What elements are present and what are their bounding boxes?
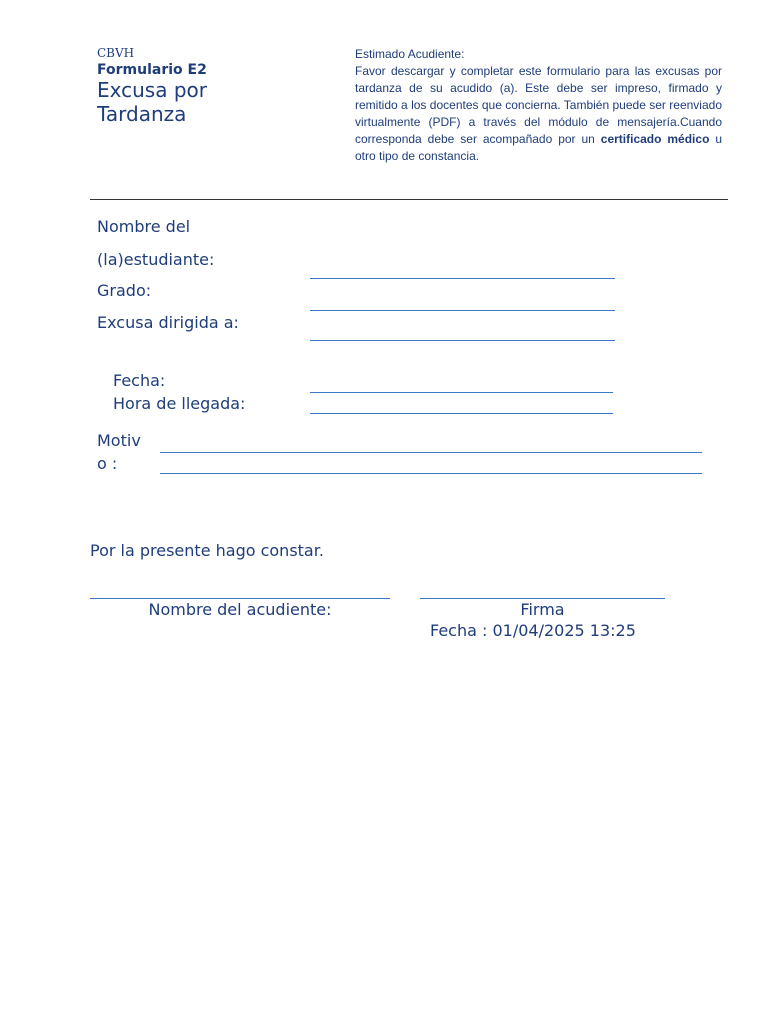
signature-line[interactable]	[420, 598, 665, 599]
date-field[interactable]	[310, 392, 613, 393]
reason-field-line-2[interactable]	[160, 473, 702, 474]
statement-text: Por la presente hago constar.	[90, 541, 324, 560]
form-title: Excusa por Tardanza	[97, 78, 207, 126]
reason-field-line-1[interactable]	[160, 452, 702, 453]
arrival-time-field[interactable]	[310, 413, 613, 414]
grade-field[interactable]	[310, 310, 615, 311]
intro-greeting: Estimado Acudiente:	[355, 47, 465, 61]
intro-text-end: u otro tipo de constancia.	[355, 132, 723, 163]
guardian-name-label: Nombre del acudiente:	[148, 600, 332, 619]
organization-name: CBVH	[97, 46, 135, 60]
date-timestamp: Fecha : 01/04/2025 13:25	[430, 621, 636, 640]
intro-text: Favor descargar y completar este formulario para las excusas por tardanza de su acudido (a). Este debe ser impreso, firmado y remitido a los docentes que concierna. También puede ser reenviado virtualmente (PDF) a través del módulo de mensajería.Cuando corresponda debe ser acompañado por un	[355, 64, 722, 146]
date-label: Fecha:	[113, 371, 166, 390]
student-name-label-2: (la)estudiante:	[97, 250, 215, 269]
reason-label-1: Motiv	[97, 431, 141, 450]
guardian-name-line[interactable]	[90, 598, 390, 599]
intro-paragraph	[355, 46, 722, 165]
signature-label: Firma	[520, 600, 565, 619]
addressed-to-field[interactable]	[310, 340, 615, 341]
student-name-label-1: Nombre del	[97, 217, 191, 236]
student-name-field[interactable]	[310, 278, 615, 279]
reason-label-2: o :	[97, 454, 118, 473]
intro-bold: certificado médico	[600, 132, 710, 146]
form-id: Formulario E2	[97, 62, 207, 78]
addressed-to-label: Excusa dirigida a:	[97, 313, 239, 332]
arrival-time-label: Hora de llegada:	[113, 394, 246, 413]
header-divider	[90, 199, 728, 200]
grade-label: Grado:	[97, 281, 152, 300]
